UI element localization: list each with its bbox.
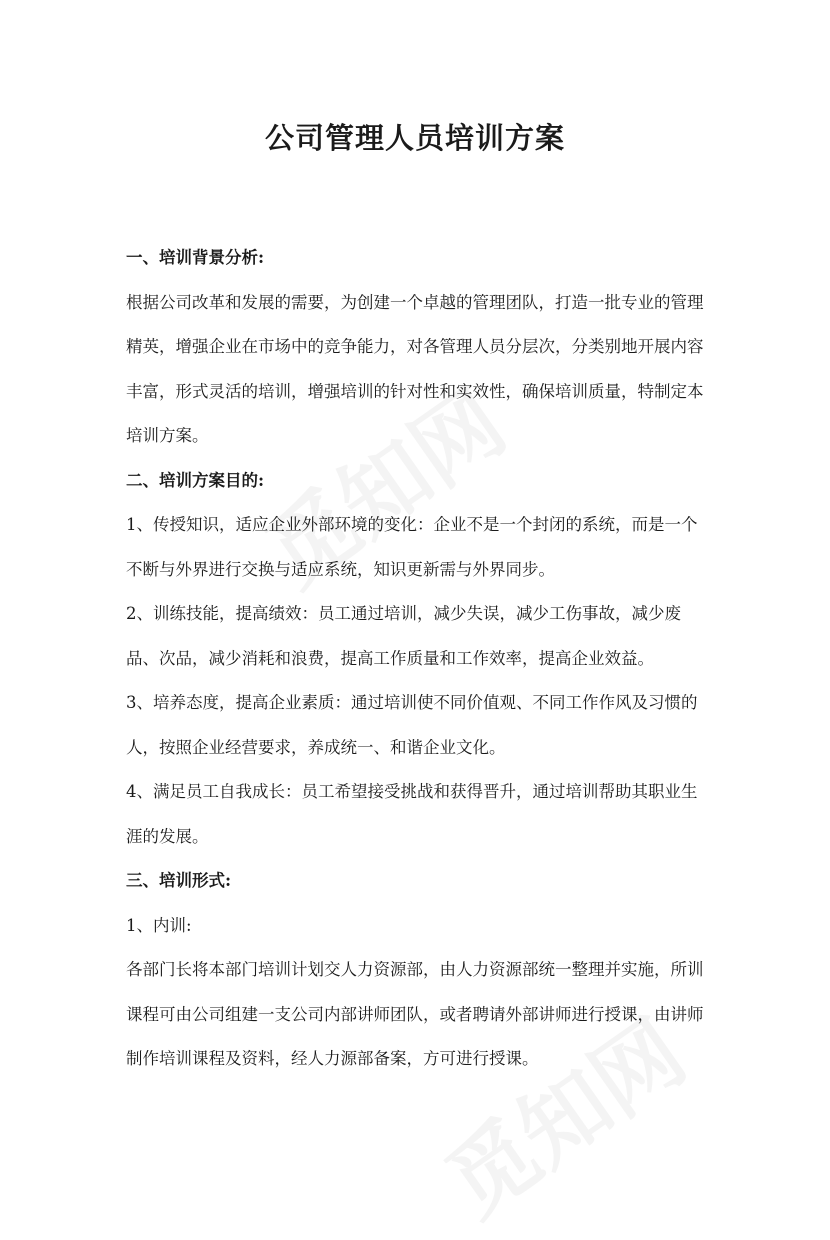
section-heading: 二、培训方案目的: <box>126 470 265 490</box>
sub-heading: 1、内训: <box>126 915 192 935</box>
paragraph: 各部门长将本部门培训计划交人力资源部，由人力资源部统一整理并实施，所训课程可由公司组建一支公司内部讲师团队，或者聘请外部讲师进行授课，由讲师制作培训课程及资料，经人力源部备案，方可进行授课。 <box>126 960 704 1068</box>
section-heading: 三、培训形式: <box>126 871 232 890</box>
document-title: 公司管理人员培训方案 <box>264 121 565 155</box>
document-body <box>126 236 710 1082</box>
list-item: 2、训练技能，提高绩效：员工通过培训，减少失误，减少工伤事故，减少废品、次品，减少消耗和浪费，提高工作质量和工作效率，提高企业效益。 <box>126 604 681 668</box>
list-item: 3、培养态度，提高企业素质：通过培训使不同价值观、不同工作作风及习惯的人，按照企业经营要求，养成统一、和谐企业文化。 <box>126 693 698 757</box>
section-heading: 一、培训背景分析: <box>126 248 265 267</box>
list-item: 1、传授知识，适应企业外部环境的变化：企业不是一个封闭的系统，而是一个不断与外界进行交换与适应系统，知识更新需与外界同步。 <box>126 515 698 579</box>
paragraph: 根据公司改革和发展的需要，为创建一个卓越的管理团队，打造一批专业的管理精英，增强企业在市场中的竞争能力，对各管理人员分层次，分类别地开展内容丰富，形式灵活的培训，增强培训的针对性和实效性，确保培训质量，特制定本培训方案。 <box>126 292 704 445</box>
list-item: 4、满足员工自我成长：员工希望接受挑战和获得晋升，通过培训帮助其职业生涯的发展。 <box>126 782 698 846</box>
